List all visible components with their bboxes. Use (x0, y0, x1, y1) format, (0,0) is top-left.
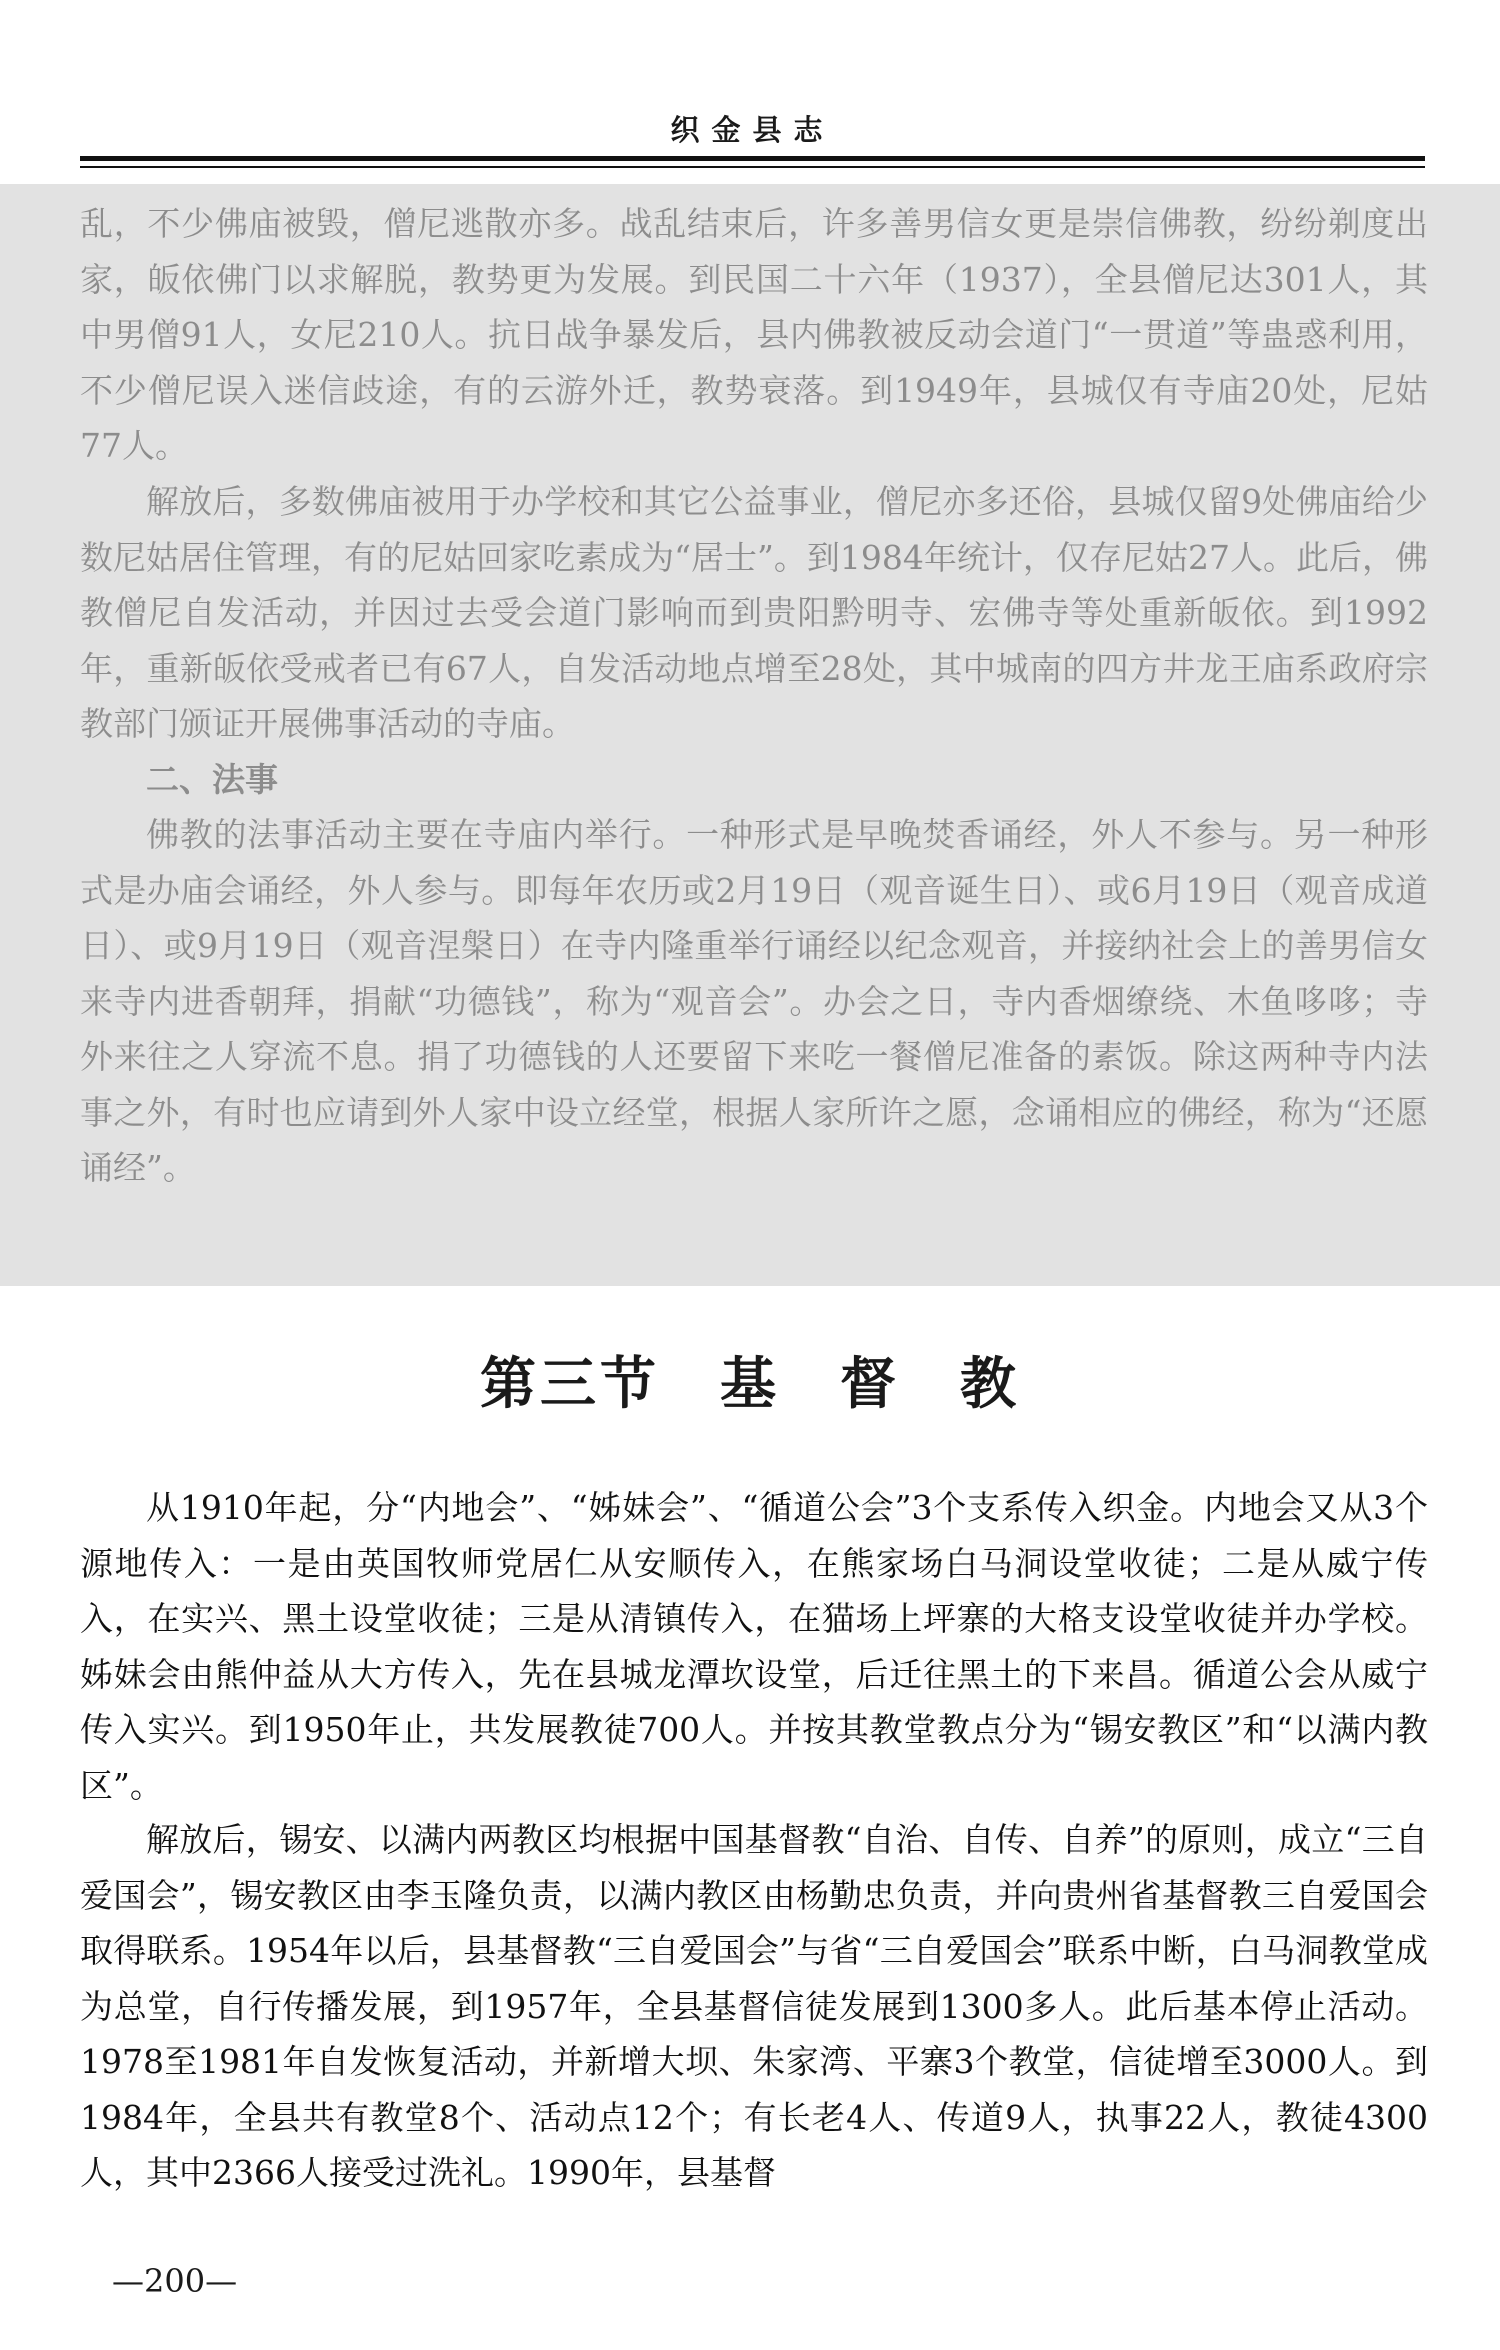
body-paragraph-2: 解放后，锡安、以满内两教区均根据中国基督教“自治、自传、自养”的原则，成立“三自爱国会”，锡安教区由李玉隆负责，以满内教区由杨勤忠负责，并向贵州省基督教三自爱国会取得联系。1954年以后，县基督教“三自爱国会”与省“三自爱国会”联系中断，白马洞教堂成为总堂，自行传播发展，到1957年，全县基督信徒发展到1300多人。此后基本停止活动。1978至1981年自发恢复活动，并新增大坝、朱家湾、平寨3个教堂，信徒增至3000人。到1984年，全县共有教堂8个、活动点12个；有长老4人、传道9人，执事22人，教徒4300人，其中2366人接受过洗礼。1990年，县基督 (80, 1820, 1428, 2192)
gray-paragraph-3: 佛教的法事活动主要在寺庙内举行。一种形式是早晚焚香诵经，外人不参与。另一种形式是办庙会诵经，外人参与。即每年农历或2月19日（观音诞生日）、或6月19日（观音成道日）、或9月19日（观音涅槃日）在寺内隆重举行诵经以纪念观音，并接纳社会上的善男信女来寺内进香朝拜，捐献“功德钱”，称为“观音会”。办会之日，寺内香烟缭绕、木鱼哆哆；寺外来往之人穿流不息。捐了功德钱的人还要留下来吃一餐僧尼准备的素饭。除这两种寺内法事之外，有时也应请到外人家中设立经堂，根据人家所许之愿，念诵相应的佛经，称为“还愿诵经”。 (80, 815, 1428, 1187)
body-paragraph-1: 从1910年起，分“内地会”、“姊妹会”、“循道公会”3个支系传入织金。内地会又从3个源地传入：一是由英国牧师党居仁从安顺传入，在熊家场白马洞设堂收徒；二是从威宁传入，在实兴、黑土设堂收徒；三是从清镇传入，在猫场上坪寨的大格支设堂收徒并办学校。姊妹会由熊仲益从大方传入，先在县城龙潭坎设堂，后迁往黑土的下来昌。循道公会从威宁传入实兴。到1950年止，共发展教徒700人。并按其教堂教点分为“锡安教区”和“以满内教区”。 (80, 1488, 1428, 1805)
running-header: 织金县志 (670, 113, 835, 147)
page-number: —200— (112, 2262, 238, 2300)
subheading-fashi: 二、法事 (146, 760, 278, 799)
header-rule-thin (80, 166, 1425, 168)
section-title: 第三节 基 督 教 (480, 1351, 1020, 1417)
highlighted-region (0, 184, 1500, 1286)
gray-paragraph-2: 解放后，多数佛庙被用于办学校和其它公益事业，僧尼亦多还俗，县城仅留9处佛庙给少数尼姑居住管理，有的尼姑回家吃素成为“居士”。到1984年统计，仅存尼姑27人。此后，佛教僧尼自发活动，并因过去受会道门影响而到贵阳黔明寺、宏佛寺等处重新皈依。到1992年，重新皈依受戒者已有67人，自发活动地点增至28处，其中城南的四方井龙王庙系政府宗教部门颁证开展佛事活动的寺庙。 (80, 482, 1428, 743)
header-rule-thick (80, 156, 1425, 161)
gray-paragraph-1: 乱，不少佛庙被毁，僧尼逃散亦多。战乱结束后，许多善男信女更是崇信佛教，纷纷剃度出家，皈依佛门以求解脱，教势更为发展。到民国二十六年（1937），全县僧尼达301人，其中男僧91人，女尼210人。抗日战争暴发后，县内佛教被反动会道门“一贯道”等蛊惑利用，不少僧尼误入迷信歧途，有的云游外迁，教势衰落。到1949年，县城仅有寺庙20处，尼姑77人。 (80, 204, 1428, 465)
